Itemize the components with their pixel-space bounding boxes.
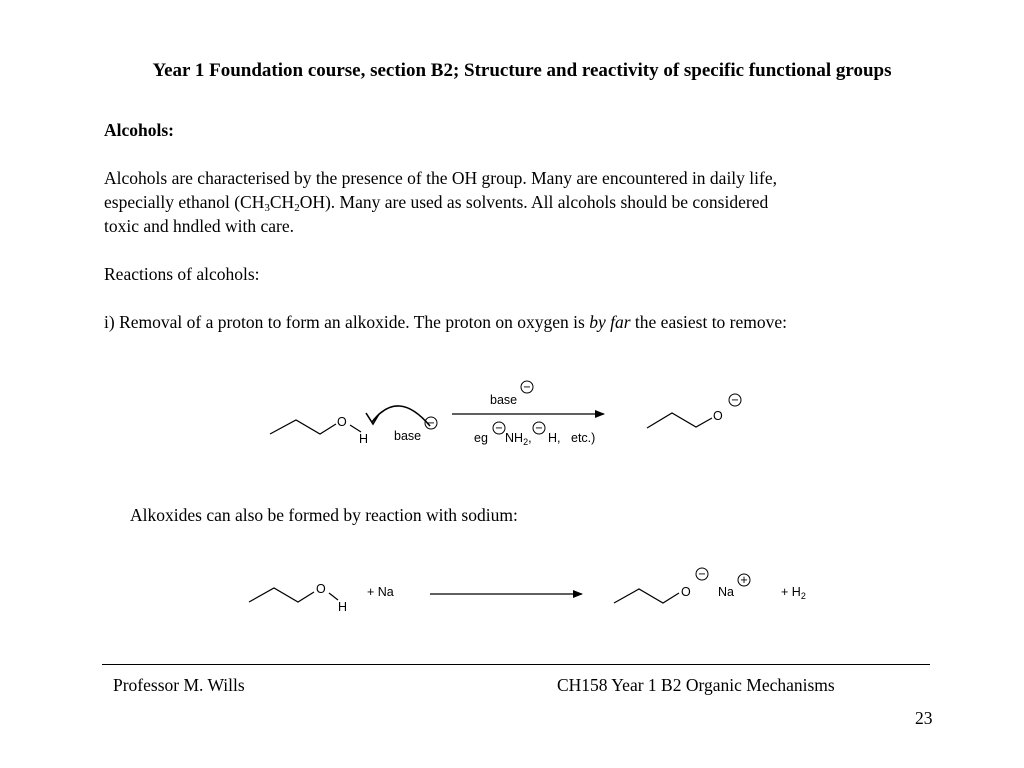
alcohol-oxygen-label: O (316, 582, 326, 596)
scheme-2 (249, 567, 806, 614)
oh-bond (350, 425, 361, 432)
alkoxide-oxygen-label: O (681, 585, 691, 599)
alcohol-oxygen-label: O (337, 415, 347, 429)
footer-course: CH158 Year 1 B2 Organic Mechanisms (557, 675, 835, 695)
eg-label: eg (474, 431, 488, 445)
subscript-2: 2 (294, 202, 300, 214)
base-left-label: base (394, 429, 422, 443)
footer-author: Professor M. Wills (113, 675, 245, 695)
propanol-skeleton (249, 588, 314, 602)
oh-bond (329, 593, 338, 600)
sodium-cation-label: Na (718, 585, 734, 599)
hydride-label: H, (548, 431, 561, 445)
base-above-arrow-label: base (490, 393, 518, 407)
ethanol-text-post: OH). Many are used as solvents. All alcohols should be considered (299, 192, 769, 212)
alcohols-heading: Alcohols: (104, 120, 174, 140)
reactions-heading: Reactions of alcohols: (104, 264, 260, 284)
alcohol-hydrogen-label: H (359, 432, 369, 446)
propanol-skeleton (270, 420, 336, 434)
plus-sodium-label: + Na (367, 585, 394, 599)
paragraph-line-1: Alcohols are characterised by the presence of the OH group. Many are encountered in daily life, (104, 168, 777, 188)
negative-charge-sign: − (698, 567, 706, 581)
negative-charge-sign: − (495, 421, 503, 435)
plus-hydrogen-label: + $H_2$ (781, 585, 806, 601)
subscript-3: 3 (264, 202, 270, 214)
slide-title: Year 1 Foundation course, section B2; Structure and reactivity of specific functional groups (152, 60, 892, 81)
negative-charge-sign: − (731, 393, 739, 407)
propoxide-skeleton (614, 589, 679, 603)
sodium-text: Alkoxides can also be formed by reaction with sodium: (130, 505, 518, 525)
paragraph-line-3: toxic and hndled with care. (104, 216, 295, 236)
page-number: 23 (915, 708, 933, 728)
negative-charge-sign: − (523, 380, 531, 394)
alkoxide-oxygen-label: O (713, 409, 723, 423)
curly-arrow (372, 406, 430, 426)
propoxide-skeleton (647, 413, 712, 428)
item-1-post: the easiest to remove: (630, 312, 788, 332)
footer-divider (102, 664, 930, 665)
ethanol-text-pre: especially ethanol (CH (104, 192, 265, 212)
negative-charge-sign: − (535, 421, 543, 435)
ethanol-text-mid: CH (269, 192, 295, 212)
alcohol-hydrogen-label: H (338, 600, 348, 614)
etc-label: etc.) (571, 431, 596, 445)
negative-charge-sign: − (427, 416, 435, 430)
scheme-1 (270, 380, 741, 447)
positive-charge-sign: + (740, 573, 748, 587)
curly-arrow-head-icon (366, 413, 379, 424)
amide-label: $NH_2$, (505, 431, 532, 447)
item-1-emphasis: by far (589, 312, 631, 332)
item-1-pre: i) Removal of a proton to form an alkoxide. The proton on oxygen is (104, 312, 590, 332)
